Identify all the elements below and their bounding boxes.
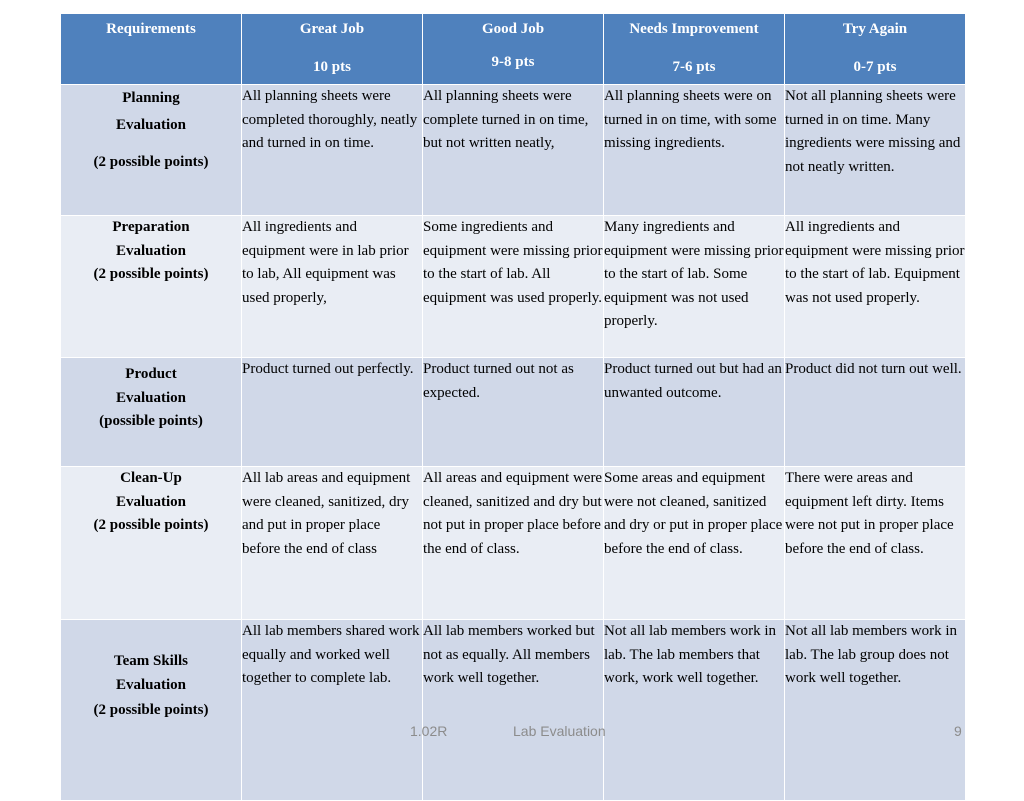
level-title: Needs Improvement: [629, 21, 759, 37]
footer-code: 1.02R: [410, 723, 448, 739]
header-needs-improvement: [604, 14, 785, 85]
row-clean-up: [61, 467, 966, 620]
criteria-cell: Many ingredients and equipment were missing prior to the start of lab. Some equipment was not used properly.: [604, 216, 785, 358]
requirement-cell: [61, 358, 242, 467]
requirement-points: (2 possible points): [93, 266, 209, 282]
criteria-cell: Some areas and equipment were not cleaned, sanitized and dry or put in proper place before the end of class.: [604, 467, 785, 620]
requirement-subtitle: Evaluation: [115, 493, 187, 510]
criteria-cell: All planning sheets were complete turned in on time, but not written neatly,: [423, 85, 604, 216]
row-preparation: [61, 216, 966, 358]
requirement-subtitle: Evaluation: [115, 117, 187, 133]
requirement-name: Team Skills: [113, 653, 189, 669]
level-title: Good Job: [481, 21, 545, 37]
row-planning: [61, 85, 966, 216]
requirement-name: Clean-Up: [120, 470, 182, 486]
criteria-cell: All areas and equipment were cleaned, sanitized and dry but not put in proper place before the end of class.: [423, 467, 604, 620]
level-points: 0-7 pts: [853, 58, 897, 75]
level-title: Try Again: [842, 21, 908, 37]
footer-title: Lab Evaluation: [513, 723, 606, 739]
criteria-cell: All lab areas and equipment were cleaned, sanitized, dry and put in proper place before the end of class: [242, 467, 423, 620]
header-try-again: [785, 14, 966, 85]
requirement-cell: [61, 216, 242, 358]
criteria-cell: All planning sheets were on turned in on time, with some missing ingredients.: [604, 85, 785, 216]
header-good-job: [423, 14, 604, 85]
header-great-job: [242, 14, 423, 85]
criteria-cell: Product did not turn out well.: [785, 358, 966, 467]
criteria-cell: There were areas and equipment left dirty. Items were not put in proper place before the end of class.: [785, 467, 966, 620]
requirement-points: (2 possible points): [93, 702, 209, 718]
criteria-cell: Some ingredients and equipment were missing prior to the start of lab. All equipment was used properly.: [423, 216, 604, 358]
requirement-name: Product: [125, 366, 177, 382]
requirement-subtitle: Evaluation: [115, 676, 187, 693]
level-points: 7-6 pts: [672, 58, 716, 75]
criteria-cell: All lab members worked but not as equally. All members work well together.: [423, 620, 604, 801]
rubric-header: [61, 14, 966, 85]
level-points: 9-8 pts: [491, 53, 535, 70]
requirement-cell: [61, 85, 242, 216]
criteria-cell: Product turned out but had an unwanted outcome.: [604, 358, 785, 467]
header-requirements-label: Requirements: [106, 21, 196, 37]
row-product: [61, 358, 966, 467]
requirement-name: Preparation: [112, 219, 190, 235]
requirement-points: (2 possible points): [93, 517, 209, 533]
requirement-subtitle: Evaluation: [115, 389, 187, 406]
criteria-cell: Not all planning sheets were turned in on time. Many ingredients were missing and not neatly written.: [785, 85, 966, 216]
level-points: 10 pts: [313, 58, 351, 75]
requirement-name: Planning: [122, 90, 180, 106]
criteria-cell: Product turned out not as expected.: [423, 358, 604, 467]
requirement-points: (possible points): [99, 413, 203, 429]
requirement-cell: [61, 467, 242, 620]
criteria-cell: Not all lab members work in lab. The lab members that work, work well together.: [604, 620, 785, 801]
criteria-cell: All ingredients and equipment were in lab prior to lab, All equipment was used properly,: [242, 216, 423, 358]
requirement-points: (2 possible points): [93, 154, 209, 170]
requirement-subtitle: Evaluation: [115, 242, 187, 259]
level-title: Great Job: [299, 21, 365, 37]
requirement-cell: [61, 620, 242, 801]
criteria-cell: Not all lab members work in lab. The lab group does not work well together.: [785, 620, 966, 801]
criteria-cell: Product turned out perfectly.: [242, 358, 423, 467]
rubric-table: [60, 13, 966, 801]
criteria-cell: All lab members shared work equally and worked well together to complete lab.: [242, 620, 423, 801]
criteria-cell: All ingredients and equipment were missing prior to the start of lab. Equipment was not used properly.: [785, 216, 966, 358]
row-team-skills: [61, 620, 966, 801]
header-requirements: [61, 14, 242, 85]
criteria-cell: All planning sheets were completed thoroughly, neatly and turned in on time.: [242, 85, 423, 216]
footer-page-number: 9: [954, 723, 962, 739]
